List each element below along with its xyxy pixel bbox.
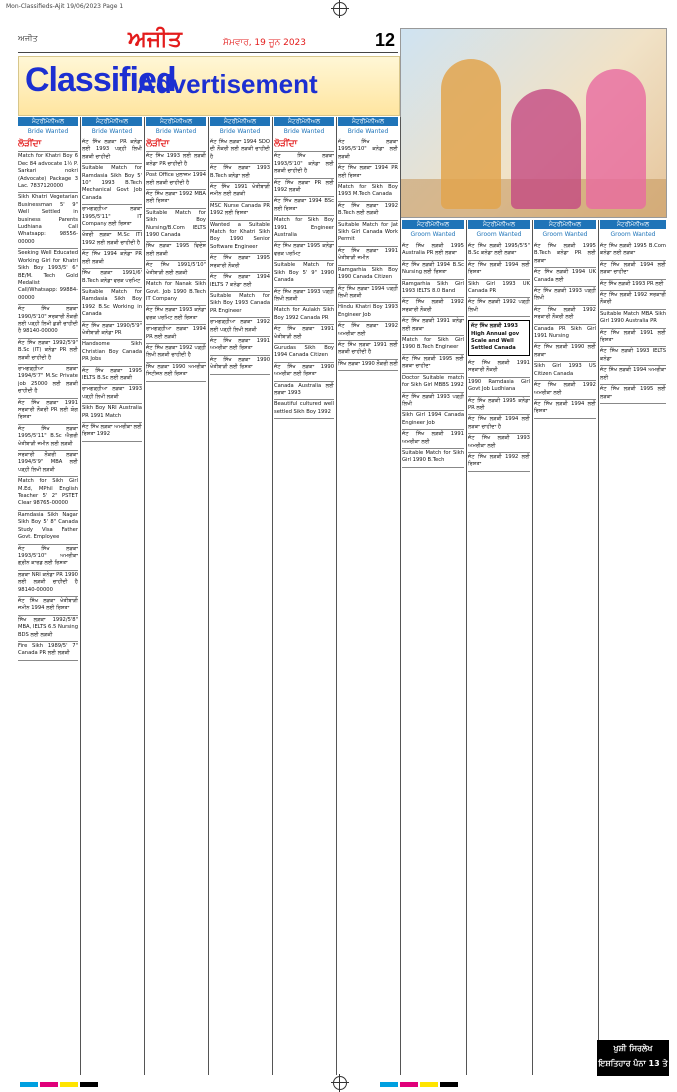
classified-ad: Sikh Boy NRI Australia PR 1991 Match bbox=[82, 404, 142, 423]
classified-ad: ਜੱਟ ਸਿੱਖ ਲੜਕਾ 1993/5'10" ਕਨੇਡਾ ਲਈ ਲੜਕੀ ਚਾਹੀਦੀ ਹੈ bbox=[274, 152, 334, 178]
section-header-4: ਮੈਟਰੀਮੋਨੀਅਲ bbox=[210, 117, 270, 126]
classified-ad: ਸਰਕਾਰੀ ਨੌਕਰੀ ਲੜਕਾ 1994/5'9" MBA ਲਈ ਪੜ੍ਹੀ ਲਿਖੀ ਲੜਕੀ bbox=[18, 451, 78, 477]
classified-ad: ਜੱਟ ਸਿੱਖ ਲੜਕੀ 1993 IELTS ਕਨੇਡਾ bbox=[600, 347, 666, 366]
classified-ad: ਜੱਟ ਸਿੱਖ ਲੜਕਾ PR ਲਈ 1992 ਲੜਕੀ bbox=[274, 179, 334, 198]
classified-ad: MSC Nurse Canada PR 1992 ਲਈ ਰਿਸ਼ਤਾ bbox=[210, 202, 270, 221]
ad-column-8 bbox=[468, 242, 530, 1074]
bottom-notice-box: ਖੁਸ਼ੀ ਸਿਰਲੇਖ ਇਸ਼ਤਿਹਾਰ ਪੰਨਾ 13 ਤੇ bbox=[597, 1040, 669, 1076]
classified-ad: Seeking Well Educated Working Girl for Khatri Sikh Boy 1993/5' 6" BE/M. Tech Gold Medalist Call/Whatsapp: 99884-00000 bbox=[18, 249, 78, 305]
classified-ad: ਜੱਟ ਸਿੱਖ ਲੜਕੀ 1995/5'5" B.Sc ਕਨੇਡਾ ਲਈ ਲੜਕਾ bbox=[468, 242, 530, 261]
classified-ad: ਜੱਟ ਸਿੱਖ ਲੜਕਾ 1994 SDO ਦੀ ਨੌਕਰੀ ਲਈ ਲੜਕੀ ਚਾਹੀਦੀ ਹੈ bbox=[210, 138, 270, 164]
classified-ad: Sikh Girl 1993 UK Canada PR bbox=[468, 280, 530, 299]
section-sub-3: Bride Wanted bbox=[146, 127, 206, 136]
classified-ad: ਜੱਟ ਸਿੱਖ ਲੜਕਾ 1993 B.Tech ਕਨੇਡਾ ਲਈ bbox=[210, 164, 270, 183]
classified-ad: ਰਾਮਗੜ੍ਹੀਆ ਲੜਕਾ 1994/5'7" M.Sc Private job 25000 ਲਈ ਲੜਕੀ ਚਾਹੀਦੀ ਹੈ bbox=[18, 365, 78, 399]
section-sub-8: Groom Wanted bbox=[468, 230, 530, 239]
masthead bbox=[18, 26, 398, 53]
classified-ad: Sikh Girl 1994 Canada Engineer Job bbox=[402, 411, 464, 430]
column-divider bbox=[208, 117, 209, 1075]
classified-ad: ਜੱਟ ਸਿੱਖ ਲੜਕੀ 1994 ਲਈ ਰਿਸ਼ਤਾ bbox=[534, 400, 596, 419]
classified-ad: Suitable Match for Sikh Boy 5' 9" 1990 Canada bbox=[274, 261, 334, 287]
section-sub-5: Bride Wanted bbox=[274, 127, 334, 136]
magenta-swatch bbox=[40, 1082, 58, 1087]
classified-ad: ਜੱਟ ਸਿੱਖ ਲੜਕਾ 1990 ਅਮਰੀਕਾ ਲਈ ਰਿਸ਼ਤਾ bbox=[274, 363, 334, 382]
classified-ad: ਜੱਟ ਸਿੱਖ ਲੜਕੀ 1994 ਲਈ ਲੜਕਾ ਚਾਹੀਦਾ ਹੈ bbox=[468, 415, 530, 434]
classified-ad: ਜੱਟ ਸਿੱਖ ਲੜਕੀ 1991 ਅਮਰੀਕਾ ਲਈ bbox=[402, 430, 464, 449]
classified-ad: ਸਿੱਖ ਲੜਕਾ 1990 ਨੌਕਰੀ ਲਈ bbox=[338, 360, 398, 371]
classified-ad: ਜੱਟ ਸਿੱਖ ਲੜਕਾ 1990/5'9" ਖੇਤੀਬਾੜੀ ਕਨੇਡਾ PR bbox=[82, 322, 142, 341]
ad-column-6 bbox=[338, 138, 398, 1073]
ad-column-7 bbox=[402, 242, 464, 1074]
classified-ad: ਜੱਟ ਸਿੱਖ 1991/5'10" ਖੇਤੀਬਾੜੀ ਲਈ ਲੜਕੀ bbox=[146, 261, 206, 280]
page-number: 12 bbox=[374, 30, 396, 50]
classified-ad: ਜੱਟ ਸਿੱਖ ਲੜਕਾ 1994 BSc ਲਈ ਰਿਸ਼ਤਾ bbox=[274, 197, 334, 216]
classified-ad: ਜੱਟ ਸਿੱਖ ਲੜਕਾ 1995/5'10" ਕਨੇਡਾ ਲਈ ਲੜਕੀ bbox=[338, 138, 398, 164]
classified-ad: ਜੱਟ ਸਿੱਖ ਲੜਕਾ 1993 ਪੜ੍ਹੀ ਲਿਖੀ ਲੜਕੀ bbox=[274, 288, 334, 307]
classified-ad: Match for Aulakh Sikh Boy 1992 Canada PR bbox=[274, 306, 334, 325]
classified-ad: ਜੱਟ ਸਿੱਖ ਲੜਕਾ ਅਮਰੀਕਾ ਲਈ ਰਿਸ਼ਤਾ 1992 bbox=[82, 423, 142, 442]
section-header-6: ਮੈਟਰੀਮੋਨੀਅਲ bbox=[338, 117, 398, 126]
ad-column-5 bbox=[274, 138, 334, 1073]
ajit-logo: ਅਜੀਤ bbox=[128, 26, 182, 52]
classified-ad: ਜੱਟ ਸਿੱਖ ਲੜਕੀ 1995 ਲਈ ਲੜਕਾ bbox=[600, 385, 666, 404]
classified-ad: ਜੱਟ ਸਿੱਖ ਲੜਕੀ 1994 UK Canada ਲਈ bbox=[534, 268, 596, 287]
classified-ad: ਜੱਟ ਸਿੱਖ ਲੜਕੀ 1993 ਪੜ੍ਹੀ ਲਿਖੀ bbox=[534, 287, 596, 306]
black-swatch bbox=[440, 1082, 458, 1087]
classified-ad: ਜੱਟ ਸਿੱਖ 1991 ਖੇਤੀਬਾੜੀ ਜਮੀਨ ਲਈ ਲੜਕੀ bbox=[210, 183, 270, 202]
column-divider bbox=[532, 220, 533, 1075]
classified-ad: ਜੱਟ ਸਿੱਖ ਲੜਕਾ 1992 B.Tech ਲਈ ਲੜਕੀ bbox=[338, 202, 398, 221]
classified-ad: ਜੱਟ ਸਿੱਖ ਲੜਕਾ 1992 ਅਮਰੀਕਾ ਲਈ bbox=[338, 322, 398, 341]
classified-ad: ਰਾਮਗੜ੍ਹੀਆ ਲੜਕਾ 1994 PR ਲਈ ਲੜਕੀ bbox=[146, 325, 206, 344]
classified-ad: Ramgarhia Sikh Boy 1990 Canada Citizen bbox=[338, 266, 398, 285]
classified-ad: ਜੱਟ ਸਿੱਖ ਲੜਕਾ 1994 ਪੜ੍ਹੀ ਲਿਖੀ ਲੜਕੀ bbox=[338, 285, 398, 304]
section-sub-6: Bride Wanted bbox=[338, 127, 398, 136]
section-header-2: ਮੈਟਰੀਮੋਨੀਅਲ bbox=[82, 117, 142, 126]
classified-ad: Canada Australia ਲਈ ਲੜਕਾ 1993 bbox=[274, 382, 334, 401]
classified-ad: ਜੱਟ ਸਿੱਖ ਲੜਕਾ 1993 ਕਨੇਡਾ ਵਰਕ ਪਰਮਿਟ ਲਈ ਰਿਸ਼ਤਾ bbox=[146, 306, 206, 325]
ad-column-4 bbox=[210, 138, 270, 1073]
classified-ad: Sikh Girl 1993 US Citizen Canada bbox=[534, 362, 596, 381]
section-header-8: ਮੈਟਰੀਮੋਨੀਅਲ bbox=[468, 220, 530, 229]
classified-ad: ਸਿੱਖ ਲੜਕਾ 1992/5'8" MBA, IELTS 6.5 Nursing BDS ਲਈ ਲੜਕੀ bbox=[18, 616, 78, 642]
column-divider bbox=[272, 117, 273, 1075]
classified-ad: ਜੱਟ ਸਿੱਖ ਲੜਕੀ 1995 Australia PR ਲਈ ਲੜਕਾ bbox=[402, 242, 464, 261]
column-divider bbox=[336, 117, 337, 1075]
classified-ad: ਜੱਟ ਸਿੱਖ ਲੜਕਾ 1990/5'10" ਸਰਕਾਰੀ ਨੌਕਰੀ ਲਈ ਪੜ੍ਹੀ ਲਿਖੀ ਕੁੜੀ ਚਾਹੀਦੀ ਹੈ 98140-00000 bbox=[18, 305, 78, 339]
section-sub-2: Bride Wanted bbox=[82, 127, 142, 136]
section-header-1: ਮੈਟਰੀਮੋਨੀਅਲ bbox=[18, 117, 78, 126]
classified-ad: ਸਿੱਖ ਲੜਕਾ 1991/6' B.Tech ਕਨੇਡਾ ਵਰਕ ਪਰਮਿਟ bbox=[82, 269, 142, 288]
classified-ad: ਜੱਟ ਸਿੱਖ ਲੜਕੀ 1993 PR ਲਈ bbox=[600, 280, 666, 291]
classified-ad: Sikh Khatri Vegetarian Businessman 5' 9" Well Settled in business Parents Ludhiana Call Whatsapp: 98556-00000 bbox=[18, 193, 78, 249]
classified-ad: ਜੱਟ ਸਿੱਖ ਲੜਕੀ 1995 B.Tech ਕਨੇਡਾ PR ਲਈ ਲੜਕਾ bbox=[534, 242, 596, 268]
classified-ad: Hindu Khatri Boy 1993 Engineer Job bbox=[338, 303, 398, 322]
ad-column-10 bbox=[600, 242, 666, 1037]
cyan-swatch bbox=[20, 1082, 38, 1087]
wanted-logo: ਲੋੜੀਂਦਾ bbox=[18, 138, 78, 152]
classified-ad: ਜੱਟ ਸਿੱਖ ਲੜਕੀ 1991 ਕਨੇਡਾ ਲਈ ਲੜਕਾ bbox=[402, 317, 464, 336]
wanted-logo: ਲੋੜੀਂਦਾ bbox=[146, 138, 206, 152]
classified-ad: Suitable Match for Jat Sikh Girl Canada Work Permit bbox=[338, 221, 398, 247]
ad-column-3 bbox=[146, 138, 206, 1073]
painting-figure-1 bbox=[441, 59, 501, 209]
classified-ad: Ramgarhia Sikh Girl 1993 IELTS 8.0 Band bbox=[402, 280, 464, 299]
classified-ad: Match for Sikh Girl 1990 B.Tech Engineer bbox=[402, 336, 464, 355]
column-divider bbox=[400, 117, 401, 1075]
classified-title-banner bbox=[18, 56, 400, 116]
classified-ad: ਜੱਟ ਸਿੱਖ ਲੜਕਾ 1994 PR ਲਈ ਰਿਸ਼ਤਾ bbox=[338, 164, 398, 183]
classified-ad: Match for Sikh Boy 1993 M.Tech Canada bbox=[338, 183, 398, 202]
section-header-9: ਮੈਟਰੀਮੋਨੀਅਲ bbox=[534, 220, 596, 229]
classified-ad: Suitable Match for Sikh Boy Nursing/B.Com IELTS 1990 Canada bbox=[146, 209, 206, 243]
classified-ad: ਜੱਟ ਸਿੱਖ ਲੜਕਾ 1992 MBA ਲਈ ਰਿਸ਼ਤਾ bbox=[146, 190, 206, 209]
classified-ad: Beautiful cultured well settled Sikh Boy 1992 bbox=[274, 400, 334, 419]
classified-ad: ਜੱਟ ਸਿੱਖ ਲੜਕਾ 1991 ਖੇਤੀਬਾੜੀ ਲਈ bbox=[274, 325, 334, 344]
section-header-10: ਮੈਟਰੀਮੋਨੀਅਲ bbox=[600, 220, 666, 229]
classified-ad: ਜੱਟ ਸਿੱਖ ਲੜਕਾ 1995 IELTS B.Sc ਲਈ ਲੜਕੀ bbox=[82, 367, 142, 386]
cyan-swatch bbox=[380, 1082, 398, 1087]
classified-ad: ਰਾਮਗੜ੍ਹੀਆ ਲੜਕਾ 1993 ਪੜ੍ਹੀ ਲਿਖੀ ਲੜਕੀ bbox=[82, 385, 142, 404]
classified-ad: ਜੱਟ ਸਿੱਖ ਲੜਕਾ 1994 IELTS 7 ਕਨੇਡਾ ਲਈ bbox=[210, 273, 270, 292]
column-divider bbox=[80, 117, 81, 1075]
classified-ad: ਜੱਟ ਸਿੱਖ ਲੜਕਾ 1992/5'9" B.Sc (IT) ਕਨੇਡਾ PR ਲਈ ਲੜਕੀ ਚਾਹੀਦੀ ਹੈ bbox=[18, 339, 78, 365]
painting-figure-3 bbox=[586, 69, 646, 209]
classified-ad: ਸਿੱਖ ਲੜਕਾ 1995 ਵਿਦੇਸ਼ ਲਈ ਲੜਕੀ bbox=[146, 242, 206, 261]
classified-ad: Match for Nanak Sikh Govt. Job 1990 B.Tech IT Company bbox=[146, 280, 206, 306]
section-sub-10: Groom Wanted bbox=[600, 230, 666, 239]
section-header-7: ਮੈਟਰੀਮੋਨੀਅਲ bbox=[402, 220, 464, 229]
classified-ad: Suitable Match for Sikh Girl 1990 B.Tech bbox=[402, 449, 464, 468]
classified-ad: ਸਿੱਖ ਲੜਕਾ 1990 ਅਮਰੀਕਾ ਸਿਟੀਜ਼ਨ ਲਈ ਰਿਸ਼ਤਾ bbox=[146, 363, 206, 382]
classified-ad: ਰਾਮਗੜ੍ਹੀਆ ਲੜਕਾ 1995/5'11" IT Company ਲਈ ਰਿਸ਼ਤਾ bbox=[82, 205, 142, 231]
classified-ad: ਜੱਟ ਸਿੱਖ ਲੜਕੀ 1991 ਸਰਕਾਰੀ ਨੌਕਰੀ bbox=[468, 359, 530, 378]
section-sub-9: Groom Wanted bbox=[534, 230, 596, 239]
issue-date: ਸੋਮਵਾਰ, 19 ਜੂਨ 2023 bbox=[223, 38, 307, 48]
yellow-swatch bbox=[420, 1082, 438, 1087]
classified-ad: ਜੱਟ ਸਿੱਖ ਲੜਕੀ 1992 ਲਈ ਰਿਸ਼ਤਾ bbox=[468, 453, 530, 472]
ad-column-2 bbox=[82, 138, 142, 1073]
classified-ad: ਜੱਟ ਸਿੱਖ ਲੜਕੀ 1993 ਅਮਰੀਕਾ ਲਈ bbox=[468, 434, 530, 453]
ad-column-9 bbox=[534, 242, 596, 1074]
title-advertisement: Advertisement bbox=[137, 69, 318, 99]
classified-ad: Doctor Suitable match for Sikh Girl MBBS 1992 bbox=[402, 374, 464, 393]
painting-figure-2 bbox=[511, 89, 581, 209]
classified-ad: 1990 Ramdasia Girl Govt Job Ludhiana bbox=[468, 378, 530, 397]
classified-ad: ਜੱਟ ਸਿੱਖ 1993 ਲਈ ਲੜਕੀ ਕਨੇਡਾ PR ਚਾਹੀਦੀ ਹੈ bbox=[146, 152, 206, 171]
yellow-swatch bbox=[60, 1082, 78, 1087]
classified-ad: Fire Sikh 1989/5' 7" Canada PR ਲਈ ਲੜਕੀ bbox=[18, 642, 78, 661]
classified-ad: Match for Sikh Boy 1991 Engineer Australia bbox=[274, 216, 334, 242]
classified-ad: ਜੱਟ ਸਿੱਖ ਲੜਕਾ 1991 ਅਮਰੀਕਾ ਲਈ ਰਿਸ਼ਤਾ bbox=[210, 337, 270, 356]
ad-column-1 bbox=[18, 138, 78, 1073]
classified-ad: Handsome Sikh Christian Boy Canada PR Jobs bbox=[82, 340, 142, 366]
boxed-ad: ਜੱਟ ਸਿੱਖ ਲੜਕੀ 1993 High Annual gov Scale and Well Settled Canada bbox=[468, 320, 530, 356]
column-divider bbox=[598, 220, 599, 1075]
classified-ad: ਜੱਟ ਸਿੱਖ ਲੜਕੀ 1991 ਲਈ ਰਿਸ਼ਤਾ bbox=[600, 329, 666, 348]
section-sub-1: Bride Wanted bbox=[18, 127, 78, 136]
classified-ad: ਜੱਟ ਸਿੱਖ ਲੜਕਾ 1990 ਖੇਤੀਬਾੜੀ ਲਈ ਰਿਸ਼ਤਾ bbox=[210, 356, 270, 375]
classified-ad: ਜੱਟ ਸਿੱਖ ਲੜਕਾ PR ਕਨੇਡਾ ਲਈ 1993 ਪੜ੍ਹੀ ਲਿਖੀ ਲੜਕੀ ਚਾਹੀਦੀ bbox=[82, 138, 142, 164]
classified-ad: ਜੱਟ ਸਿੱਖ ਲੜਕੀ 1992 ਪੜ੍ਹੀ ਲਿਖੀ bbox=[468, 298, 530, 317]
classified-ad: Suitable Match for Ramdasia Sikh Boy 5' 10" 1993 B.Tech Mechanical Govt Job Canada bbox=[82, 164, 142, 205]
title-classified: Classified bbox=[25, 61, 176, 99]
classified-ad: Gurudas Sikh Boy 1994 Canada Citizen bbox=[274, 344, 334, 363]
classified-ad: ਜੱਟ ਸਿੱਖ ਲੜਕਾ ਖੇਤੀਬਾੜੀ ਜਮੀਨ 1994 ਲਈ ਰਿਸ਼ਤਾ bbox=[18, 597, 78, 616]
magenta-swatch bbox=[400, 1082, 418, 1087]
wanted-logo: ਲੋੜੀਂਦਾ bbox=[274, 138, 334, 152]
classified-ad: ਜੱਟ ਸਿੱਖ ਲੜਕਾ 1995 ਕਨੇਡਾ ਵਰਕ ਪਰਮਿਟ bbox=[274, 242, 334, 261]
classified-ad: Suitable Match MBA Sikh Girl 1990 Australia PR bbox=[600, 310, 666, 329]
classified-ad: ਜੱਟ ਸਿੱਖ ਲੜਕਾ 1995/5'11" B.Sc ਐਗਰੀ ਖੇਤੀਬਾੜੀ ਜਮੀਨ ਲਈ ਲੜਕੀ bbox=[18, 425, 78, 451]
classified-ad: ਜੱਟ ਸਿੱਖ ਲੜਕਾ 1995 ਸਰਕਾਰੀ ਨੌਕਰੀ bbox=[210, 254, 270, 273]
classified-ad: ਜੱਟ ਸਿੱਖ ਲੜਕੀ 1995 ਲਈ ਲੜਕਾ ਚਾਹੀਦਾ bbox=[402, 355, 464, 374]
classified-ad: ਜੱਟ ਸਿੱਖ ਲੜਕਾ 1991 ਖੇਤੀਬਾੜੀ ਜਮੀਨ bbox=[338, 247, 398, 266]
classified-ad: ਜੱਟ ਸਿੱਖ ਲੜਕਾ 1991 ਸਰਕਾਰੀ ਨੌਕਰੀ PR ਲਈ ਯੋਗ ਰਿਸ਼ਤਾ bbox=[18, 399, 78, 425]
classified-ad: ਜੱਟ ਸਿੱਖ ਲੜਕੀ 1994 ਲਈ ਲੜਕਾ ਚਾਹੀਦਾ bbox=[600, 261, 666, 280]
black-swatch bbox=[80, 1082, 98, 1087]
classified-ad: ਜੱਟ ਸਿੱਖ ਲੜਕੀ 1992 ਅਮਰੀਕਾ ਲਈ bbox=[534, 381, 596, 400]
print-color-bar bbox=[0, 1080, 677, 1089]
classified-ad: ਜੱਟ ਸਿੱਖ ਲੜਕੀ 1995 ਕਨੇਡਾ PR ਲਈ bbox=[468, 397, 530, 416]
classified-ad: ਜੱਟ ਸਿੱਖ ਲੜਕਾ 1992 ਪੜ੍ਹੀ ਲਿਖੀ ਲੜਕੀ ਚਾਹੀਦੀ ਹੈ bbox=[146, 344, 206, 363]
classified-ad: Suitable Match for Ramdasia Sikh Boy 1992 B.Sc Working in Canada bbox=[82, 288, 142, 322]
classified-ad: Match for Khatri Boy 6 Dec 84 advocate 1½ P. Sarkari nokri (Advocate) Package 3 Lac. 7837120000 bbox=[18, 152, 78, 193]
section-sub-7: Groom Wanted bbox=[402, 230, 464, 239]
classified-ad: Ramdasia Sikh Nagar Sikh Boy 5' 8" Canada Study Visa Father Govt. Employee bbox=[18, 511, 78, 545]
print-line-text: Mon-Classifieds-Ajit 19/06/2023 Page 1 bbox=[6, 3, 124, 10]
classified-ad: ਰਾਮਗੜ੍ਹੀਆ ਲੜਕਾ 1992 ਲਈ ਪੜ੍ਹੀ ਲਿਖੀ ਲੜਕੀ bbox=[210, 318, 270, 337]
column-divider bbox=[466, 220, 467, 1075]
classified-ad: ਜੱਟ ਸਿੱਖ ਲੜਕੀ 1993 ਪੜ੍ਹੀ ਲਿਖੀ bbox=[402, 393, 464, 412]
section-header-5: ਮੈਟਰੀਮੋਨੀਅਲ bbox=[274, 117, 334, 126]
column-divider bbox=[144, 117, 145, 1075]
classified-ad: ਜੱਟ ਸਿੱਖ ਲੜਕੀ 1994 B.Sc Nursing ਲਈ ਰਿਸ਼ਤਾ bbox=[402, 261, 464, 280]
classified-ad: ਜੱਟ ਸਿੱਖ ਲੜਕੀ 1992 ਸਰਕਾਰੀ ਨੌਕਰੀ bbox=[402, 298, 464, 317]
classified-ad: Post Office ਮੁਲਾਜ਼ਮ 1994 ਲਈ ਲੜਕੀ ਚਾਹੀਦੀ ਹੈ bbox=[146, 171, 206, 190]
classified-ad: ਜੱਟ ਸਿੱਖ ਲੜਕਾ 1993/5'10" ਅਮਰੀਕਾ ਗ੍ਰੀਨ ਕਾਰਡ ਲਈ ਰਿਸ਼ਤਾ bbox=[18, 545, 78, 571]
masthead-small-title: ਅਜੀਤ bbox=[18, 34, 38, 43]
classified-ad: Wanted a Suitable Match for Khatri Sikh Boy 1990 Senior Software Engineer bbox=[210, 221, 270, 255]
classified-ad: Match for Sikh Girl M.Ed, MPhil English Teacher 5' 2" PSTET Clear 98765-00000 bbox=[18, 477, 78, 511]
classified-ad: ਲੜਕਾ NRI ਕਨੇਡਾ PR 1990 ਲਈ ਲੜਕੀ ਚਾਹੀਦੀ ਹੈ 98140-00000 bbox=[18, 571, 78, 597]
classified-ad: ਜੱਟ ਸਿੱਖ ਲੜਕਾ 1991 ਲਈ ਲੜਕੀ ਚਾਹੀਦੀ ਹੈ bbox=[338, 341, 398, 360]
classified-ad: ਜੱਟ ਸਿੱਖ ਲੜਕੀ 1994 ਲਈ ਰਿਸ਼ਤਾ bbox=[468, 261, 530, 280]
section-header-3: ਮੈਟਰੀਮੋਨੀਅਲ bbox=[146, 117, 206, 126]
registration-mark-top bbox=[333, 2, 347, 16]
classified-ad: Canada PR Sikh Girl 1991 Nursing bbox=[534, 325, 596, 344]
classified-ad: ਜੱਟ ਸਿੱਖ 1994 ਕਨੇਡਾ PR ਲਈ ਲੜਕੀ bbox=[82, 250, 142, 269]
classified-ad: ਜੱਟ ਸਿੱਖ ਲੜਕੀ 1992 ਸਰਕਾਰੀ ਨੌਕਰੀ ਲਈ bbox=[534, 306, 596, 325]
classified-ad: ਖੱਤਰੀ ਲੜਕਾ M.Sc ITI 1992 ਲਈ ਲੜਕੀ ਚਾਹੀਦੀ ਹੈ bbox=[82, 231, 142, 250]
section-sub-4: Bride Wanted bbox=[210, 127, 270, 136]
classified-ad: ਜੱਟ ਸਿੱਖ ਲੜਕੀ 1992 ਸਰਕਾਰੀ ਨੌਕਰੀ bbox=[600, 291, 666, 310]
page-header bbox=[18, 26, 398, 114]
classified-ad: Suitable Match for Sikh Boy 1993 Canada PR Engineer bbox=[210, 292, 270, 318]
classified-ad: ਜੱਟ ਸਿੱਖ ਲੜਕੀ 1995 B.Com ਕਨੇਡਾ ਲਈ ਲੜਕਾ bbox=[600, 242, 666, 261]
classified-ad: ਜੱਟ ਸਿੱਖ ਲੜਕੀ 1994 ਅਮਰੀਕਾ ਲਈ bbox=[600, 366, 666, 385]
classified-ad: ਜੱਟ ਸਿੱਖ ਲੜਕੀ 1990 ਲਈ ਲੜਕਾ bbox=[534, 343, 596, 362]
decorative-painting bbox=[400, 28, 667, 218]
